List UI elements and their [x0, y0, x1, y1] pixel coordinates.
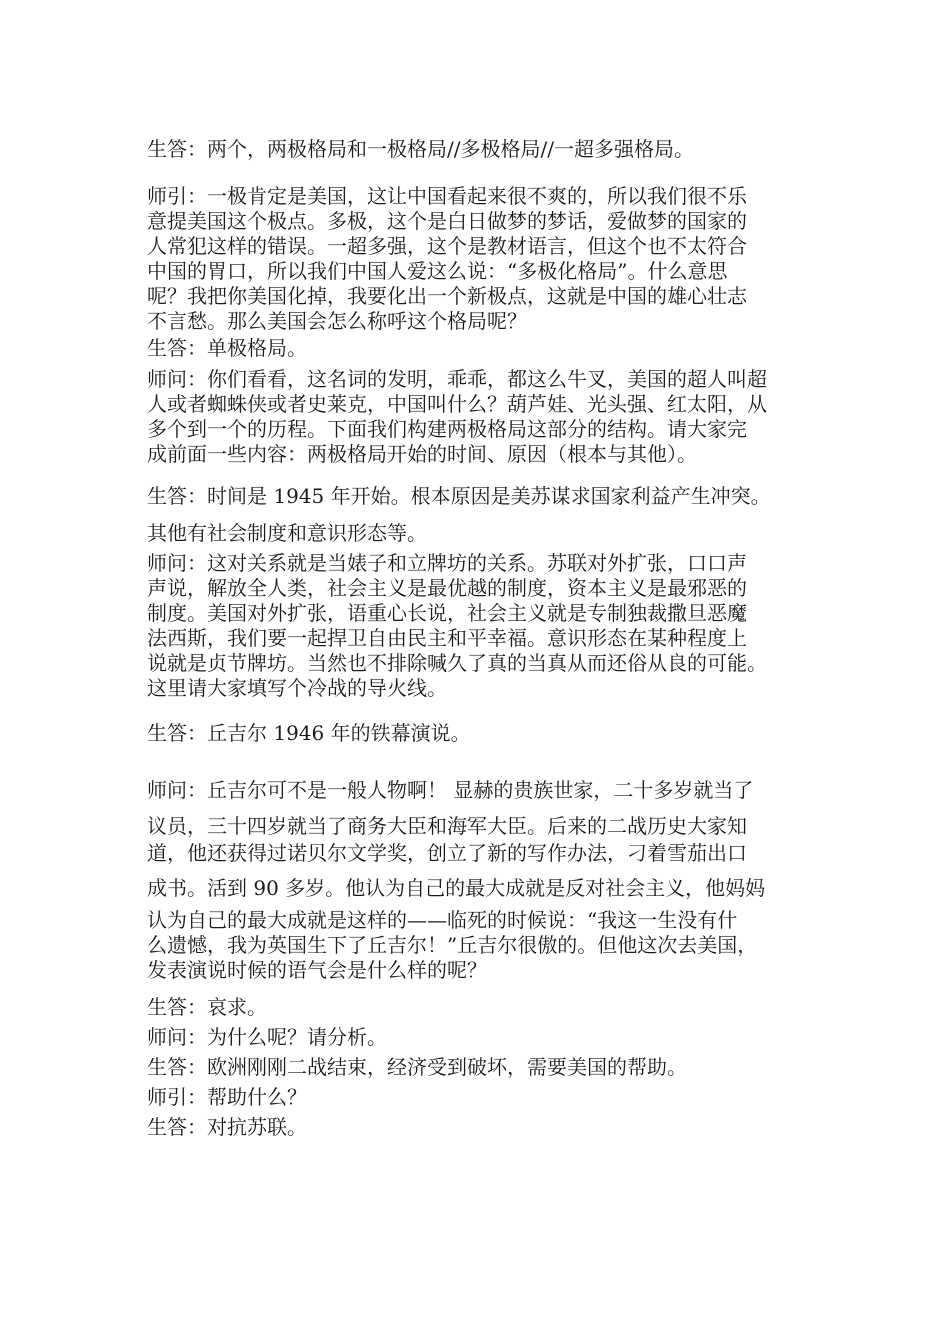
text-line: 生答：哀求。: [147, 995, 267, 1019]
paragraph-teacher-question-3-cont1: [147, 814, 823, 839]
paragraph-teacher-question-3-cont3: [147, 876, 823, 901]
paragraph-teacher-question-3-cont4: [147, 908, 823, 983]
text-line: 生答：丘吉尔 1946 年的铁幕演说。: [147, 721, 471, 745]
text-line: 多个到一个的历程。下面我们构建两极格局这部分的结构。请大家完: [147, 417, 747, 441]
paragraph-teacher-question-3-cont2: [147, 841, 823, 866]
text-line: 成书。活到 90 多岁。他认为自己的最大成就是反对社会主义，他妈妈: [147, 876, 766, 900]
paragraph-teacher-guide-2: [147, 1085, 823, 1110]
text-line: 认为自己的最大成就是这样的——临死的时候说：“我这一生没有什: [147, 908, 738, 932]
paragraph-student-answer-1: [147, 137, 823, 162]
text-line: 中国的胃口，所以我们中国人爱这么说：“多极化格局”。什么意思: [147, 259, 728, 283]
text-line: 法西斯，我们要一起捍卫自由民主和平幸福。意识形态在某种程度上: [147, 626, 747, 650]
paragraph-student-answer-7: [147, 1115, 823, 1140]
text-line: 生答：单极格局。: [147, 336, 307, 360]
paragraph-teacher-question-1: [147, 367, 823, 467]
text-line: 道，他还获得过诺贝尔文学奖，创立了新的写作办法，刁着雪茄出口: [147, 841, 747, 865]
text-line: 不言愁。那么美国会怎么称呼这个格局呢？: [147, 309, 527, 333]
paragraph-teacher-guide-1: [147, 184, 823, 334]
text-line: 师问：你们看看，这名词的发明，乖乖，都这么牛叉，美国的超人叫超: [147, 367, 767, 391]
paragraph-student-answer-3-cont: [147, 521, 823, 546]
text-line: 议员，三十四岁就当了商务大臣和海军大臣。后来的二战历史大家知: [147, 814, 747, 838]
paragraph-student-answer-3: [147, 484, 823, 509]
text-line: 么遗憾，我为英国生下了丘吉尔！”丘吉尔很傲的。但他这次去美国，: [147, 933, 758, 957]
text-line: 生答：两个，两极格局和一极格局//多极格局//一超多强格局。: [147, 137, 694, 161]
text-line: 呢？我把你美国化掉，我要化出一个新极点，这就是中国的雄心壮志: [147, 284, 747, 308]
text-line: 人常犯这样的错误。一超多强，这个是教材语言，但这个也不太符合: [147, 234, 747, 258]
text-line: 意提美国这个极点。多极，这个是白日做梦的梦话，爱做梦的国家的: [147, 209, 747, 233]
paragraph-student-answer-6: [147, 1055, 823, 1080]
text-line: 生答：对抗苏联。: [147, 1115, 307, 1139]
paragraph-student-answer-4: [147, 721, 823, 746]
paragraph-student-answer-5: [147, 995, 823, 1020]
paragraph-teacher-question-2: [147, 551, 823, 701]
text-line: 声说，解放全人类，社会主义是最优越的制度，资本主义是最邪恶的: [147, 576, 747, 600]
text-line: 人或者蜘蛛侠或者史莱克，中国叫什么？葫芦娃、光头强、红太阳，从: [147, 392, 767, 416]
text-line: 说就是贞节牌坊。当然也不排除喊久了真的当真从而还俗从良的可能。: [147, 651, 767, 675]
text-line: 师问：为什么呢？请分析。: [147, 1025, 387, 1049]
paragraph-student-answer-2: [147, 336, 823, 361]
text-line: 其他有社会制度和意识形态等。: [147, 521, 427, 545]
text-line: 师引：一极肯定是美国，这让中国看起来很不爽的，所以我们很不乐: [147, 184, 747, 208]
text-line: 制度。美国对外扩张，语重心长说，社会主义就是专制独裁撒旦恶魔: [147, 601, 747, 625]
text-line: 师问：丘吉尔可不是一般人物啊！ 显赫的贵族世家，二十多岁就当了: [147, 778, 754, 802]
text-line: 师问：这对关系就是当婊子和立牌坊的关系。苏联对外扩张，口口声: [147, 551, 747, 575]
paragraph-teacher-question-3: [147, 778, 823, 803]
text-line: 师引：帮助什么？: [147, 1085, 307, 1109]
text-line: 这里请大家填写个冷战的导火线。: [147, 676, 447, 700]
paragraph-teacher-question-4: [147, 1025, 823, 1050]
text-line: 生答：欧洲刚刚二战结束，经济受到破坏，需要美国的帮助。: [147, 1055, 687, 1079]
text-line: 成前面一些内容：两极格局开始的时间、原因（根本与其他）。: [147, 442, 697, 466]
text-line: 生答：时间是 1945 年开始。根本原因是美苏谋求国家利益产生冲突。: [147, 484, 771, 508]
text-line: 发表演说时候的语气会是什么样的呢？: [147, 958, 487, 982]
